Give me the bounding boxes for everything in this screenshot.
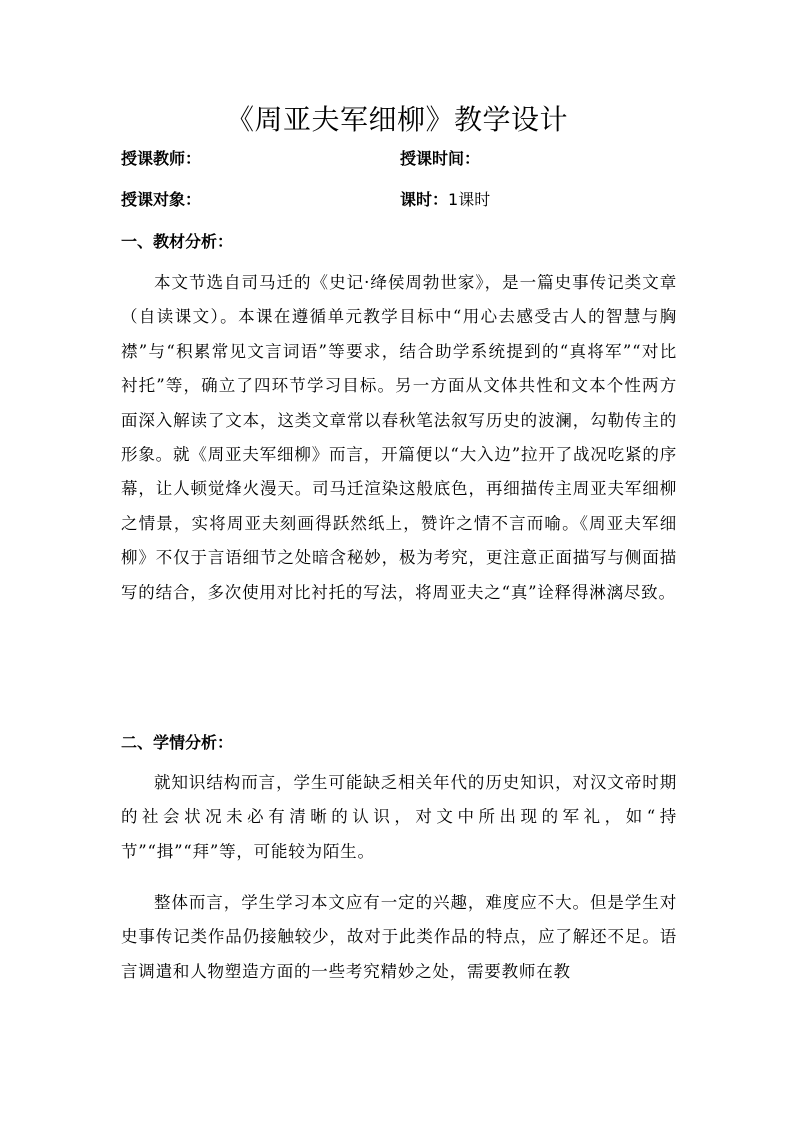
audience-field [121,189,201,211]
section-paragraph: 本文节选自司马迁的《史记·绛侯周勃世家》，是一篇史事传记类文章（自读课文）。本课在遵循单元教学目标中“用心去感受古人的智慧与胸襟”与“积累常见文言词语”等要求，结合助学系统提到的“真将军”“对比衬托”等，确立了四环节学习目标。另一方面从文体共性和文本个性两方面深入解读了文本，这类文章常以春秋笔法叙写历史的波澜，勾勒传主的形象。就《周亚夫军细柳》而言，开篇便以“大入边”拉开了战况吃紧的序幕，让人顿觉烽火漫天。司马迁渲染这般底色，再细描传主周亚夫军细柳之情景，实将周亚夫刻画得跃然纸上，赞许之情不言而喻。《周亚夫军细柳》不仅于言语细节之处暗含秘妙，极为考究，更注意正面描写与侧面描写的结合，多次使用对比衬托的写法，将周亚夫之“真”诠释得淋漓尽致。 [121,273,677,602]
time-field [400,148,480,170]
teacher-label: 授课教师： [121,149,202,168]
section-paragraph: 就知识结构而言，学生可能缺乏相关年代的历史知识，对汉文帝时期的社会状况未必有清晰的认识，对文中所出现的军礼，如“持节”“揖”“拜”等，可能较为陌生。 [121,773,677,861]
period-value: 1课时 [448,190,491,209]
document-title: 《周亚夫军细柳》教学设计 [225,103,568,136]
time-label: 授课时间： [400,149,481,168]
section-paragraph: 整体而言，学生学习本文应有一定的兴趣，难度应不大。但是学生对史事传记类作品仍接触较少，故对于此类作品的特点，应了解还不足。语言调遣和人物塑造方面的一些考究精妙之处，需要教师在教 [121,893,677,981]
audience-label: 授课对象： [121,190,202,209]
period-label: 课时： [400,190,449,209]
teacher-field [121,148,201,170]
period-field [400,189,490,211]
section-heading: 二、学情分析： [121,733,234,752]
section-heading: 一、教材分析： [121,232,234,251]
